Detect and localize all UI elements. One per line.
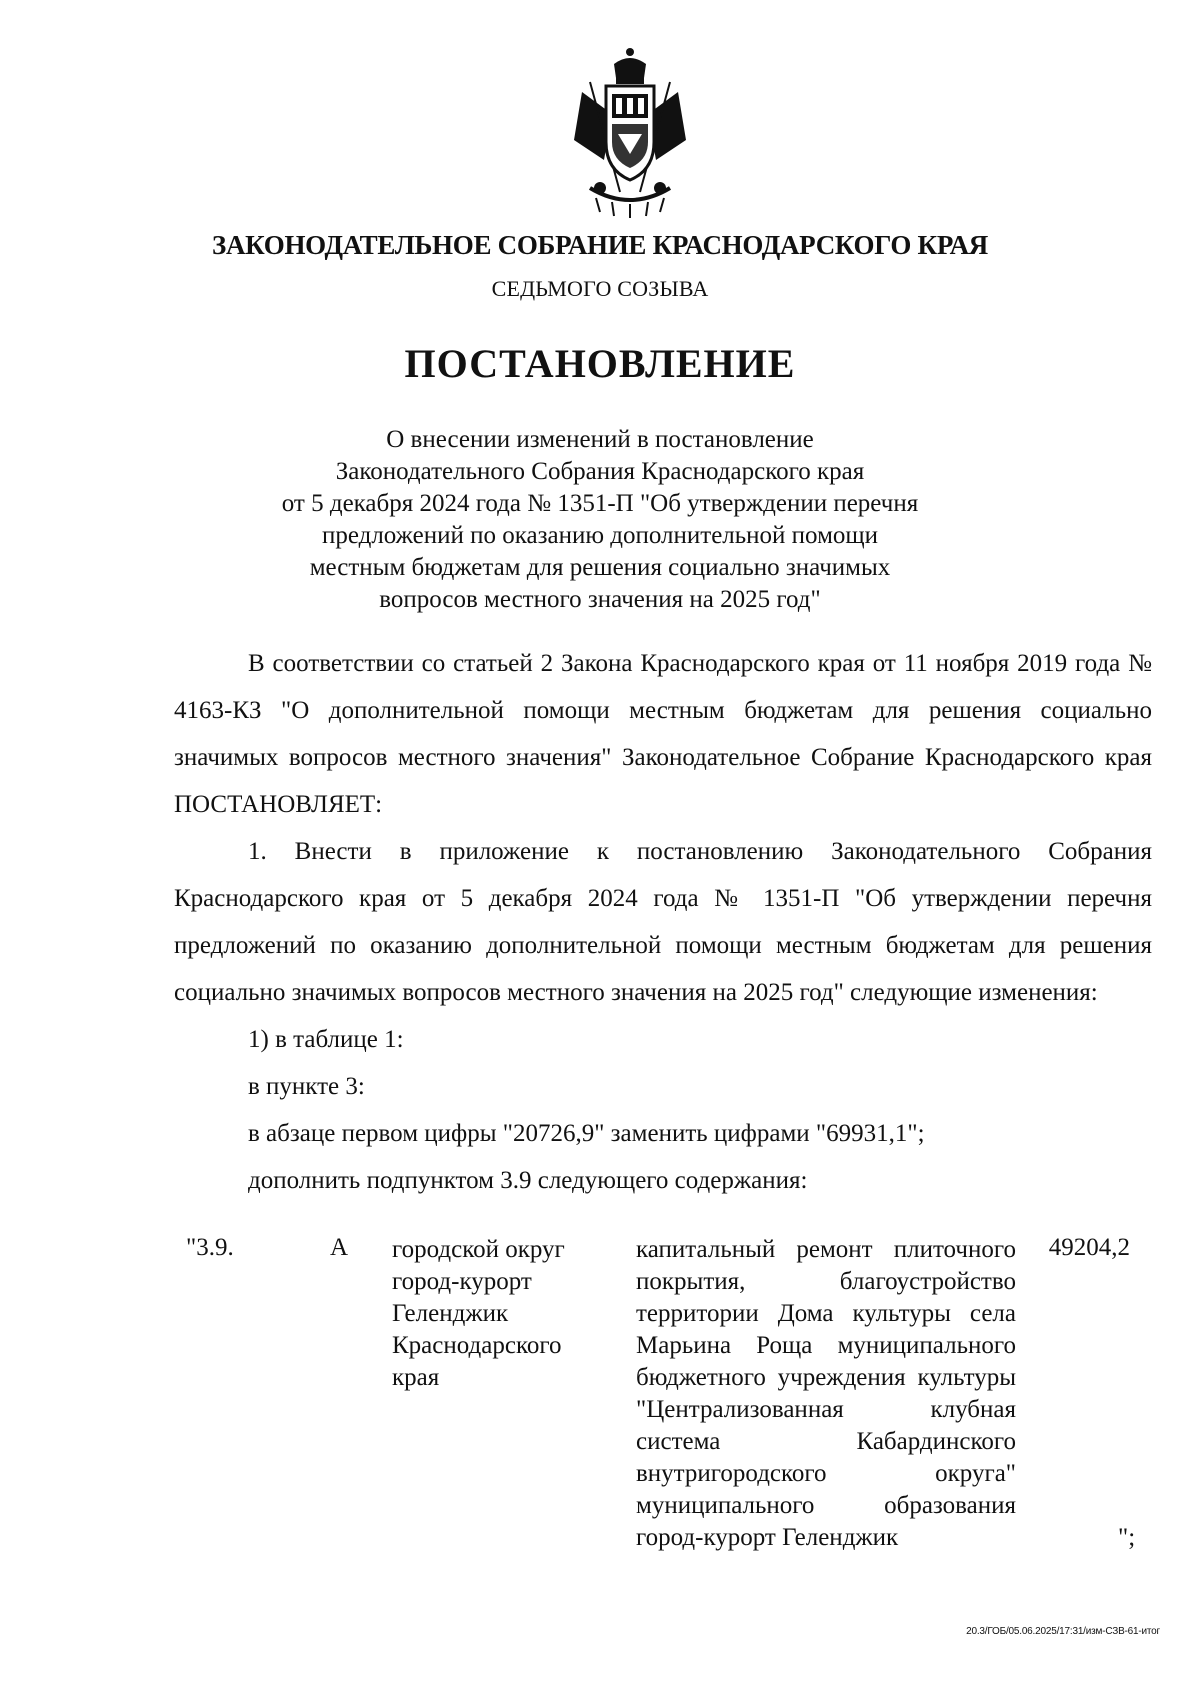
subitem-add-3-9: дополнить подпунктом 3.9 следующего содержания: — [248, 1167, 808, 1194]
row-description: капитальный ремонт плиточного покрытия, благоустройство территории Дома культуры села Марьина Роща муниципального бюджетного учреждения культуры "Централизованная клубная система Кабардинского внутригородского округа" муниципального образования город-курорт Геленджик — [636, 1236, 1016, 1551]
document-title — [240, 424, 960, 616]
title-line: местным бюджетам для решения социально значимых — [309, 554, 891, 581]
row-number: "3.9. — [186, 1234, 234, 1261]
preamble-paragraph: В соответствии со статьей 2 Закона Краснодарского края от 11 ноября 2019 года № 4163-КЗ "О дополнительной помощи местным бюджетам для решения социально значимых вопросов местного значения" Законодательное Собрание Краснодарского края ПОСТАНОВЛЯЕТ: — [174, 650, 1152, 818]
title-line: Законодательного Собрания Краснодарского края — [335, 458, 865, 485]
subitem-point-3: в пункте 3: — [248, 1073, 365, 1100]
document-body — [174, 640, 1152, 1204]
row-amount: 49204,2 — [1048, 1234, 1130, 1261]
footer-document-code: 20.3/ГОБ/05.06.2025/17:31/изм-СЗВ-61-итог — [966, 1626, 1160, 1637]
organization-name: ЗАКОНОДАТЕЛЬНОЕ СОБРАНИЕ КРАСНОДАРСКОГО КРАЯ — [212, 230, 988, 260]
title-line: вопросов местного значения на 2025 год" — [379, 586, 821, 613]
title-line: О внесении изменений в постановление — [386, 426, 814, 453]
row-municipality: городской округ город-курорт Геленджик Краснодарского края — [392, 1236, 565, 1391]
subitem-table-1: 1) в таблице 1: — [248, 1026, 404, 1053]
item-1-paragraph: 1. Внести в приложение к постановлению Законодательного Собрания Краснодарского края от 5 декабря 2024 года № 1351-П "Об утверждении перечня предложений по оказанию дополнительной помощи местным бюджетам для решения социально значимых вопросов местного значения на 2025 год" следующие изменения: — [174, 838, 1152, 1006]
title-line: от 5 декабря 2024 года № 1351-П "Об утверждении перечня — [281, 490, 919, 517]
row-category: А — [330, 1234, 349, 1261]
row-closing-quote: "; — [1118, 1524, 1136, 1551]
amendment-table-row — [0, 1234, 1200, 1594]
coat-of-arms-emblem — [560, 42, 700, 220]
title-line: предложений по оказанию дополнительной помощи — [321, 522, 879, 549]
convocation-label: СЕДЬМОГО СОЗЫВА — [491, 276, 709, 301]
document-type-heading: ПОСТАНОВЛЕНИЕ — [404, 341, 796, 386]
subitem-replace-figures: в абзаце первом цифры "20726,9" заменить цифрами "69931,1"; — [248, 1120, 925, 1147]
